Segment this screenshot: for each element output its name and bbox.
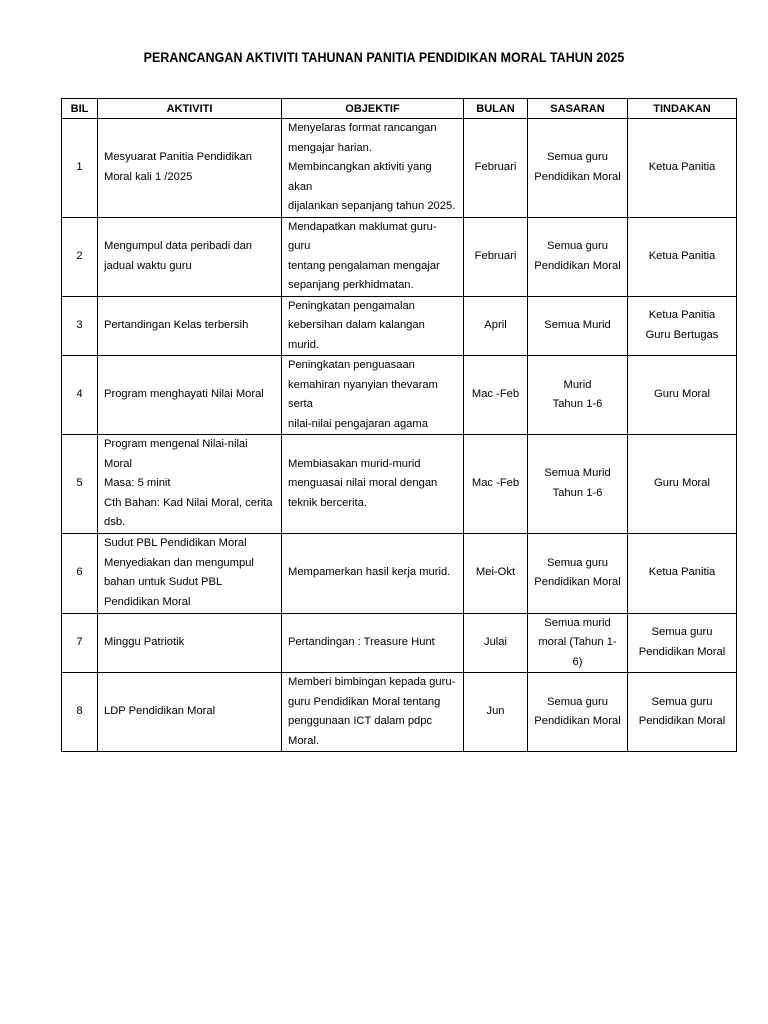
cell-aktiviti-text: Minggu Patriotik — [104, 636, 185, 648]
cell-tindakan — [628, 613, 737, 673]
table-row — [62, 533, 737, 613]
cell-bulan-text: Mei-Okt — [475, 566, 516, 579]
cell-bulan — [464, 356, 528, 435]
cell-aktiviti — [98, 673, 282, 752]
cell-tindakan-text: Ketua Panitia — [648, 161, 716, 173]
cell-bil — [62, 533, 98, 613]
cell-objektif-text: Pertandingan : Treasure Hunt — [288, 636, 435, 648]
header-sasaran: SASARAN — [528, 99, 628, 119]
table-body — [62, 119, 737, 752]
cell-sasaran — [528, 533, 628, 613]
cell-aktiviti-text: Pertandingan Kelas terbersih — [104, 319, 249, 331]
cell-objektif — [282, 533, 464, 613]
table-row — [62, 356, 737, 435]
cell-aktiviti — [98, 613, 282, 673]
cell-aktiviti-text: Program mengenal Nilai-nilai Moral Masa: 5 minit Cth Bahan: Kad Nilai Moral, cerita dsb. — [104, 438, 273, 528]
cell-bil — [62, 356, 98, 435]
page-title: PERANCANGAN AKTIVITI TAHUNAN PANITIA PENDIDIKAN MORAL TAHUN 2025 — [143, 50, 625, 65]
cell-bil — [62, 119, 98, 218]
cell-aktiviti — [98, 435, 282, 534]
cell-tindakan — [628, 296, 737, 356]
cell-aktiviti — [98, 533, 282, 613]
cell-sasaran-text: Semua guru Pendidikan Moral — [534, 695, 621, 727]
table-row — [62, 673, 737, 752]
cell-bulan — [464, 673, 528, 752]
cell-bil — [62, 217, 98, 296]
cell-objektif — [282, 613, 464, 673]
cell-tindakan — [628, 119, 737, 218]
cell-bulan — [464, 217, 528, 296]
cell-bil-text: 6 — [76, 566, 83, 579]
cell-objektif — [282, 296, 464, 356]
cell-bulan-text: Mac -Feb — [471, 388, 520, 401]
cell-objektif-text: Mempamerkan hasil kerja murid. — [288, 566, 451, 579]
cell-bil-text: 7 — [76, 636, 83, 648]
cell-aktiviti-text: Sudut PBL Pendidikan Moral Menyediakan dan mengumpul bahan untuk Sudut PBL Pendidikan Moral — [104, 537, 254, 608]
cell-objektif-text: Peningkatan penguasaan kemahiran nyanyian thevaram serta nilai-nilai pengajaran agama — [288, 359, 438, 430]
cell-tindakan-text: Ketua Panitia Guru Bertugas — [645, 309, 719, 341]
cell-tindakan-text: Ketua Panitia — [648, 249, 716, 262]
cell-objektif-text: Membiasakan murid-murid menguasai nilai moral dengan teknik bercerita. — [288, 457, 438, 509]
cell-bil-text: 3 — [76, 319, 83, 331]
cell-objektif — [282, 435, 464, 534]
cell-sasaran — [528, 217, 628, 296]
table-row — [62, 435, 737, 534]
table-row — [62, 296, 737, 356]
cell-tindakan — [628, 356, 737, 435]
cell-aktiviti — [98, 217, 282, 296]
cell-bulan — [464, 613, 528, 673]
cell-bil — [62, 296, 98, 356]
cell-objektif-text: Menyelaras format rancangan mengajar harian. Membincangkan aktiviti yang akan dijalankan sepanjang tahun 2025. — [288, 122, 456, 212]
cell-tindakan — [628, 435, 737, 534]
cell-sasaran-text: Semua guru Pendidikan Moral — [534, 151, 621, 183]
cell-bulan-text: Jun — [486, 705, 505, 718]
header-bulan: BULAN — [464, 99, 528, 119]
cell-tindakan-text: Guru Moral — [654, 388, 710, 401]
cell-objektif-text: Peningkatan pengamalan kebersihan dalam kalangan murid. — [288, 299, 425, 351]
cell-aktiviti-text: Mengumpul data peribadi dan jadual waktu guru — [104, 240, 253, 272]
table-row — [62, 119, 737, 218]
cell-aktiviti — [98, 296, 282, 356]
cell-bulan-text: Februari — [474, 161, 517, 173]
cell-bil — [62, 613, 98, 673]
cell-tindakan-text: Semua guru Pendidikan Moral — [638, 695, 726, 727]
activity-plan-table — [61, 98, 737, 752]
cell-aktiviti-text: LDP Pendidikan Moral — [104, 705, 216, 718]
cell-tindakan — [628, 533, 737, 613]
cell-sasaran-text: Semua murid moral (Tahun 1-6) — [538, 616, 617, 668]
cell-sasaran — [528, 613, 628, 673]
cell-tindakan — [628, 217, 737, 296]
table-header-row — [62, 99, 737, 119]
header-objektif: OBJEKTIF — [282, 99, 464, 119]
cell-bil — [62, 673, 98, 752]
cell-bil-text: 2 — [76, 249, 83, 262]
cell-bulan — [464, 435, 528, 534]
cell-sasaran-text: Semua Murid — [544, 319, 611, 331]
header-bil: BIL — [62, 99, 98, 119]
cell-sasaran-text: Semua guru Pendidikan Moral — [534, 556, 621, 588]
cell-bil-text: 1 — [76, 161, 83, 173]
cell-bil-text: 5 — [76, 477, 83, 489]
cell-sasaran-text: Semua guru Pendidikan Moral — [534, 240, 621, 272]
cell-objektif — [282, 119, 464, 218]
cell-bil — [62, 435, 98, 534]
cell-objektif — [282, 673, 464, 752]
cell-bulan-text: Februari — [474, 249, 517, 262]
cell-bulan — [464, 533, 528, 613]
cell-bulan-text: April — [484, 319, 507, 331]
cell-sasaran — [528, 356, 628, 435]
header-aktiviti: AKTIVITI — [98, 99, 282, 119]
cell-bulan — [464, 119, 528, 218]
cell-aktiviti — [98, 119, 282, 218]
cell-sasaran-text: Semua Murid Tahun 1-6 — [544, 467, 611, 499]
cell-sasaran-text: Murid Tahun 1-6 — [552, 378, 603, 410]
cell-sasaran — [528, 673, 628, 752]
cell-objektif — [282, 356, 464, 435]
cell-sasaran — [528, 435, 628, 534]
cell-aktiviti — [98, 356, 282, 435]
cell-tindakan-text: Guru Moral — [654, 477, 710, 489]
cell-bil-text: 4 — [76, 388, 83, 401]
cell-tindakan-text: Ketua Panitia — [648, 566, 716, 579]
table-row — [62, 613, 737, 673]
cell-bulan — [464, 296, 528, 356]
cell-tindakan — [628, 673, 737, 752]
table-row — [62, 217, 737, 296]
cell-aktiviti-text: Mesyuarat Panitia Pendidikan Moral kali 1 /2025 — [104, 151, 253, 183]
cell-sasaran — [528, 119, 628, 218]
cell-bulan-text: Julai — [483, 636, 507, 648]
header-tindakan: TINDAKAN — [628, 99, 737, 119]
cell-objektif-text: Memberi bimbingan kepada guru- guru Pendidikan Moral tentang penggunaan ICT dalam pdpc Moral. — [288, 676, 456, 747]
cell-aktiviti-text: Program menghayati Nilai Moral — [104, 388, 264, 401]
cell-bulan-text: Mac -Feb — [471, 477, 520, 489]
cell-objektif-text: Mendapatkan maklumat guru-guru tentang pengalaman mengajar sepanjang perkhidmatan. — [288, 220, 440, 291]
cell-sasaran — [528, 296, 628, 356]
cell-bil-text: 8 — [76, 705, 83, 718]
cell-objektif — [282, 217, 464, 296]
cell-tindakan-text: Semua guru Pendidikan Moral — [638, 626, 726, 658]
